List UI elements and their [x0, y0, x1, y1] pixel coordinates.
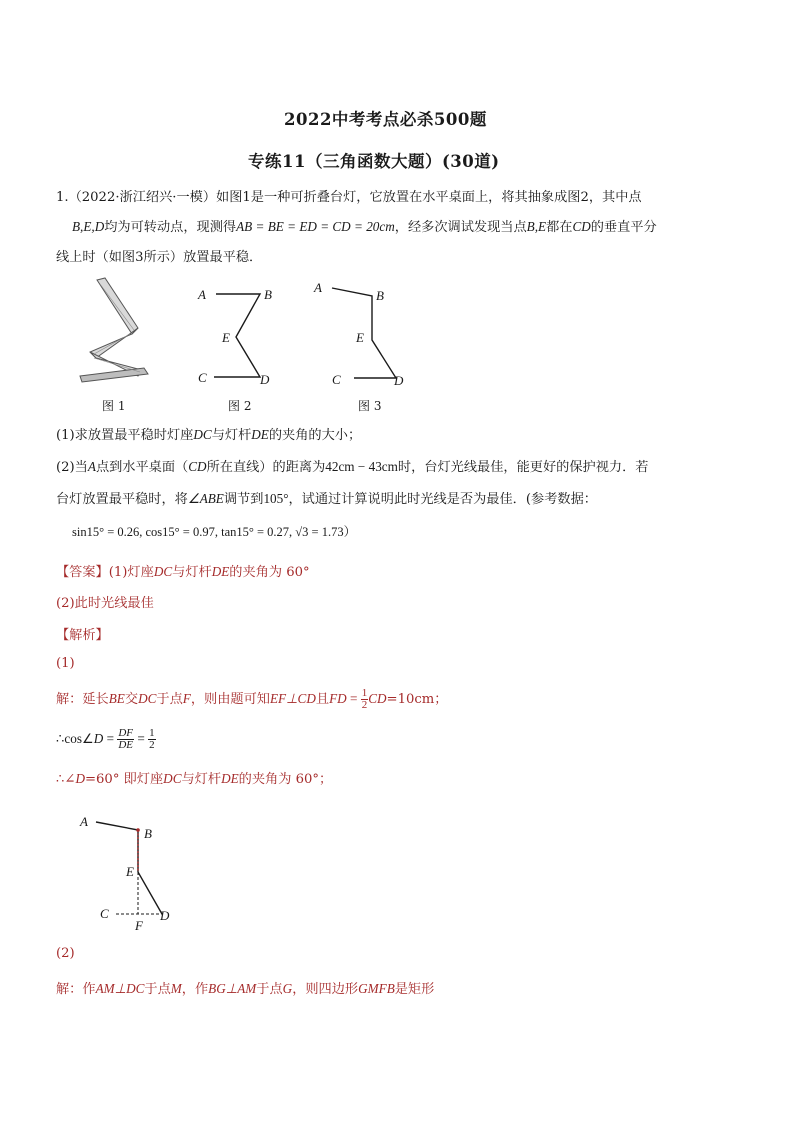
solution-step-3: ∴∠D=60° 即灯座DC与灯杆DE的夹角为 60°；: [56, 771, 333, 787]
label-E: E: [126, 864, 134, 879]
points-bed: B,E,D: [72, 219, 105, 234]
label-D: D: [260, 372, 270, 387]
fraction-one-half-2: $\frac{1}{2}$: [149, 727, 155, 751]
problem-line-1: 1.（2022·浙江绍兴·一模）如图1是一种可折叠台灯，它放置在水平桌面上，将其抽象成图2，其中点: [56, 190, 642, 205]
label-A: A: [198, 287, 206, 302]
problem-line-3: 线上时（如图3所示）放置最平稳．: [56, 250, 263, 265]
figure-1-caption: 图 1: [102, 399, 126, 413]
fraction-one-half: $\frac{1}{2}$: [361, 687, 368, 711]
label-B: B: [264, 287, 272, 302]
figure-3-caption: 图 3: [358, 399, 382, 413]
analysis-part-2: (2): [56, 946, 75, 961]
label-E: E: [222, 330, 230, 345]
page-subtitle: 专练11（三角函数大题）(30道): [248, 152, 500, 171]
answer-tag: 【答案】: [56, 565, 109, 580]
solution-step-1: 解：延长BE交DC于点F，则由题可知EF⊥CD且FD = $\frac{1}{2}$ CD=10cm；: [56, 687, 448, 711]
figure-2-caption: 图 2: [228, 399, 252, 413]
label-A: A: [80, 814, 88, 829]
question-2-line-2: 台灯放置最平稳时，将∠ABE调节到105°，试通过计算说明此时光线是否为最佳．(参考数据：: [56, 491, 597, 507]
label-C: C: [332, 372, 341, 387]
figure-1-lamp-photo: [72, 278, 162, 388]
question-1: (1)求放置最平稳时灯座DC与灯杆DE的夹角的大小；: [56, 427, 362, 443]
solution-step-2: ∴cos∠D = $\frac{DF}{DE}$ = $\frac{1}{2}$: [56, 727, 155, 751]
length-equation: AB = BE = ED = CD = 20cm: [236, 219, 395, 234]
figure-2-diagram: [190, 282, 280, 392]
label-B: B: [376, 288, 384, 303]
question-2-line-1: (2)当A点到水平桌面（CD所在直线）的距离为42cm − 43cm时，台灯光线最佳，能更好的保护视力．若: [56, 459, 649, 475]
page-title: 2022中考考点必杀500题: [284, 110, 487, 129]
label-B: B: [144, 826, 152, 841]
solution-figure: [76, 810, 186, 935]
problem-line-2: B,E,D均为可转动点，现测得AB = BE = ED = CD = 20cm，经多次调试发现当点B,E都在CD的垂直平分: [72, 219, 657, 235]
label-D: D: [160, 908, 170, 923]
label-C: C: [100, 906, 109, 921]
solution-step-4: 解：作AM⊥DC于点M，作BG⊥AM于点G，则四边形GMFB是矩形: [56, 981, 435, 997]
label-A: A: [314, 280, 322, 295]
label-D: D: [394, 373, 404, 388]
label-C: C: [198, 370, 207, 385]
figure-3-diagram: [310, 278, 410, 393]
analysis-part-1: (1): [56, 656, 75, 671]
answer-1: 【答案】(1)灯座DC与灯杆DE的夹角为 60°: [56, 564, 310, 580]
label-F: F: [135, 918, 143, 933]
reference-data: sin15° = 0.26, cos15° = 0.97, tan15° = 0.27, √3 = 1.73）: [72, 525, 357, 539]
answer-2: (2)此时光线最佳: [56, 596, 154, 611]
fraction-df-de: $\frac{DF}{DE}$: [118, 727, 134, 751]
label-E: E: [356, 330, 364, 345]
analysis-tag: 【解析】: [56, 628, 109, 643]
